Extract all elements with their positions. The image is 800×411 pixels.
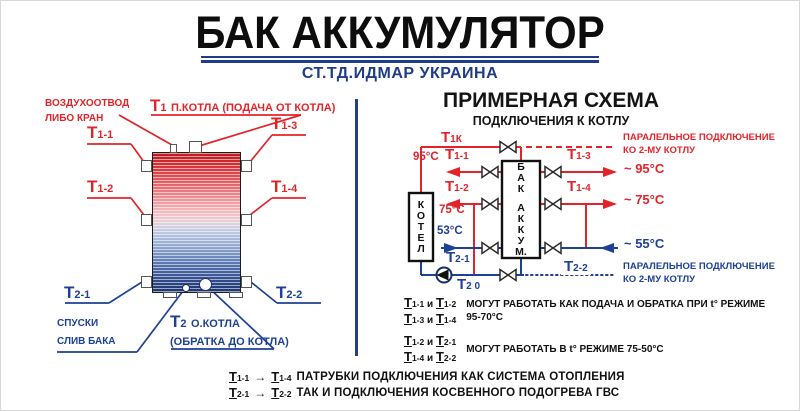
port-t2-1 [141,276,152,288]
arrow-glyph: → [254,370,267,384]
schema-sim-95: ~ 95°С [624,161,665,176]
tank-foot [197,292,211,298]
label-t1-2: Т1-2 [87,177,114,196]
footer-notes [229,369,625,401]
valve-t1-1 [482,167,498,178]
accumulator-label: Б А К А К К У М. [515,160,527,258]
port-t1-1 [141,160,152,172]
schema-label-t1-4: Т1-4 [567,178,591,195]
schema-label-t1-3: Т1-3 [567,146,591,163]
port-t1-4 [241,214,252,226]
arrow-t1-3-right [603,167,617,177]
schema-label-t2-2: Т2-2 [561,259,591,275]
schema-deg-95: 95°С [413,151,439,163]
valve-t1-2 [482,199,498,210]
schema-label-t1-2: Т1-2 [445,178,469,195]
valve-t1k [500,142,516,153]
schema-sim-75: ~ 75°С [624,192,665,207]
drain-hole [182,284,190,292]
parallel-note-red: ПАРАЛЕЛЬНОЕ ПОДКЛЮЧЕНИЕ КО 2-МУ КОТЛУ [623,132,775,156]
company-subtitle: СТ.ТД.ИДМАР УКРАИНА [301,65,499,82]
air-vent-label: ВОЗДУХООТВОД ЛИБО КРАН [45,98,130,124]
boiler-label: К О Т Е Л [416,198,426,255]
valve-55 [545,243,561,254]
port-t1-3 [241,160,252,172]
port-t1-2 [141,214,152,226]
schema-label-t1-1: Т1-1 [445,146,469,163]
footer-line-1: Т1-1 → Т1-4 ПАТРУБКИ ПОДКЛЮЧЕНИЯ КАК СИСТЕМА ОТОПЛЕНИЯ [229,369,625,384]
label-t1-4: Т1-4 [271,177,298,196]
schema-label-t2o: Т2 0 [457,276,481,293]
schema-title: ПРИМЕРНАЯ СХЕМА [443,89,659,112]
rules-row-1: Т1-1 и Т1-2 Т1-3 и Т1-4 МОГУТ РАБОТАТЬ КАК ПОДАЧА И ОБРАТКА ПРИ t° РЕЖИМЕ 95-70°С [404,295,766,326]
rules-block [404,295,765,365]
t2-return-label: Т2 О.КОТЛА (ОБРАТКА ДО КОТЛА) [170,312,289,348]
valve-t1-3 [545,167,561,178]
schema-subtitle: ПОДКЛЮЧЕНИЯ К КОТЛУ [472,114,630,128]
schema-deg-53: 53°С [437,225,463,237]
t1-supply-label: Т1 П.КОТЛА (ПОДАЧА ОТ КОТЛА) [150,96,336,115]
valve-t1-4 [545,199,561,210]
footer-line-2: Т2-1 → Т2-2 ТАК И ПОДКЛЮЧЕНИЯ КОСВЕННОГО ПОДОГРЕВА ГВС [229,385,620,400]
schema-label-t2-1: Т2-1 [446,249,470,266]
arrow-t1-1-left [446,167,460,177]
title-underline [201,56,599,63]
drain-label: СПУСКИ СЛИВ БАКА [57,318,116,347]
arrow-glyph: → [254,386,267,400]
tank-foot [163,292,177,298]
rules-row-2: Т1-2 и Т2-1 Т1-4 и Т2-2 МОГУТ РАБОТАТЬ В t° РЕЖИМЕ 75-50°С [404,333,664,364]
arrow-t1-4-right [603,199,617,209]
label-t2-2: Т2-2 [276,283,303,302]
schema-deg-75: 75°С [439,204,465,216]
buffer-tank-body [152,152,241,293]
port-t2-2 [241,276,252,288]
page-title: БАК АККУМУЛЯТОР [195,7,605,58]
schema-sim-55: ~ 55°С [624,236,665,251]
valve-53 [482,243,498,254]
t1-supply-nub [189,141,202,153]
valve-t2 [500,270,516,281]
label-t2-1: Т2-1 [64,283,91,302]
tank-foot [229,292,243,298]
label-t1-3: Т1-3 [271,114,298,133]
parallel-note-blue: ПАРАЛЕЛЬНОЕ ПОДКЛЮЧЕНИЕ КО 2-МУ КОТЛУ [623,261,775,285]
air-vent-nub [170,144,177,153]
label-t1-1: Т1-1 [87,123,114,142]
t2-return-hole [199,278,212,291]
section-divider [355,99,358,356]
schema-label-t1k: Т1К [441,129,462,146]
arrow-55-left [600,243,614,253]
